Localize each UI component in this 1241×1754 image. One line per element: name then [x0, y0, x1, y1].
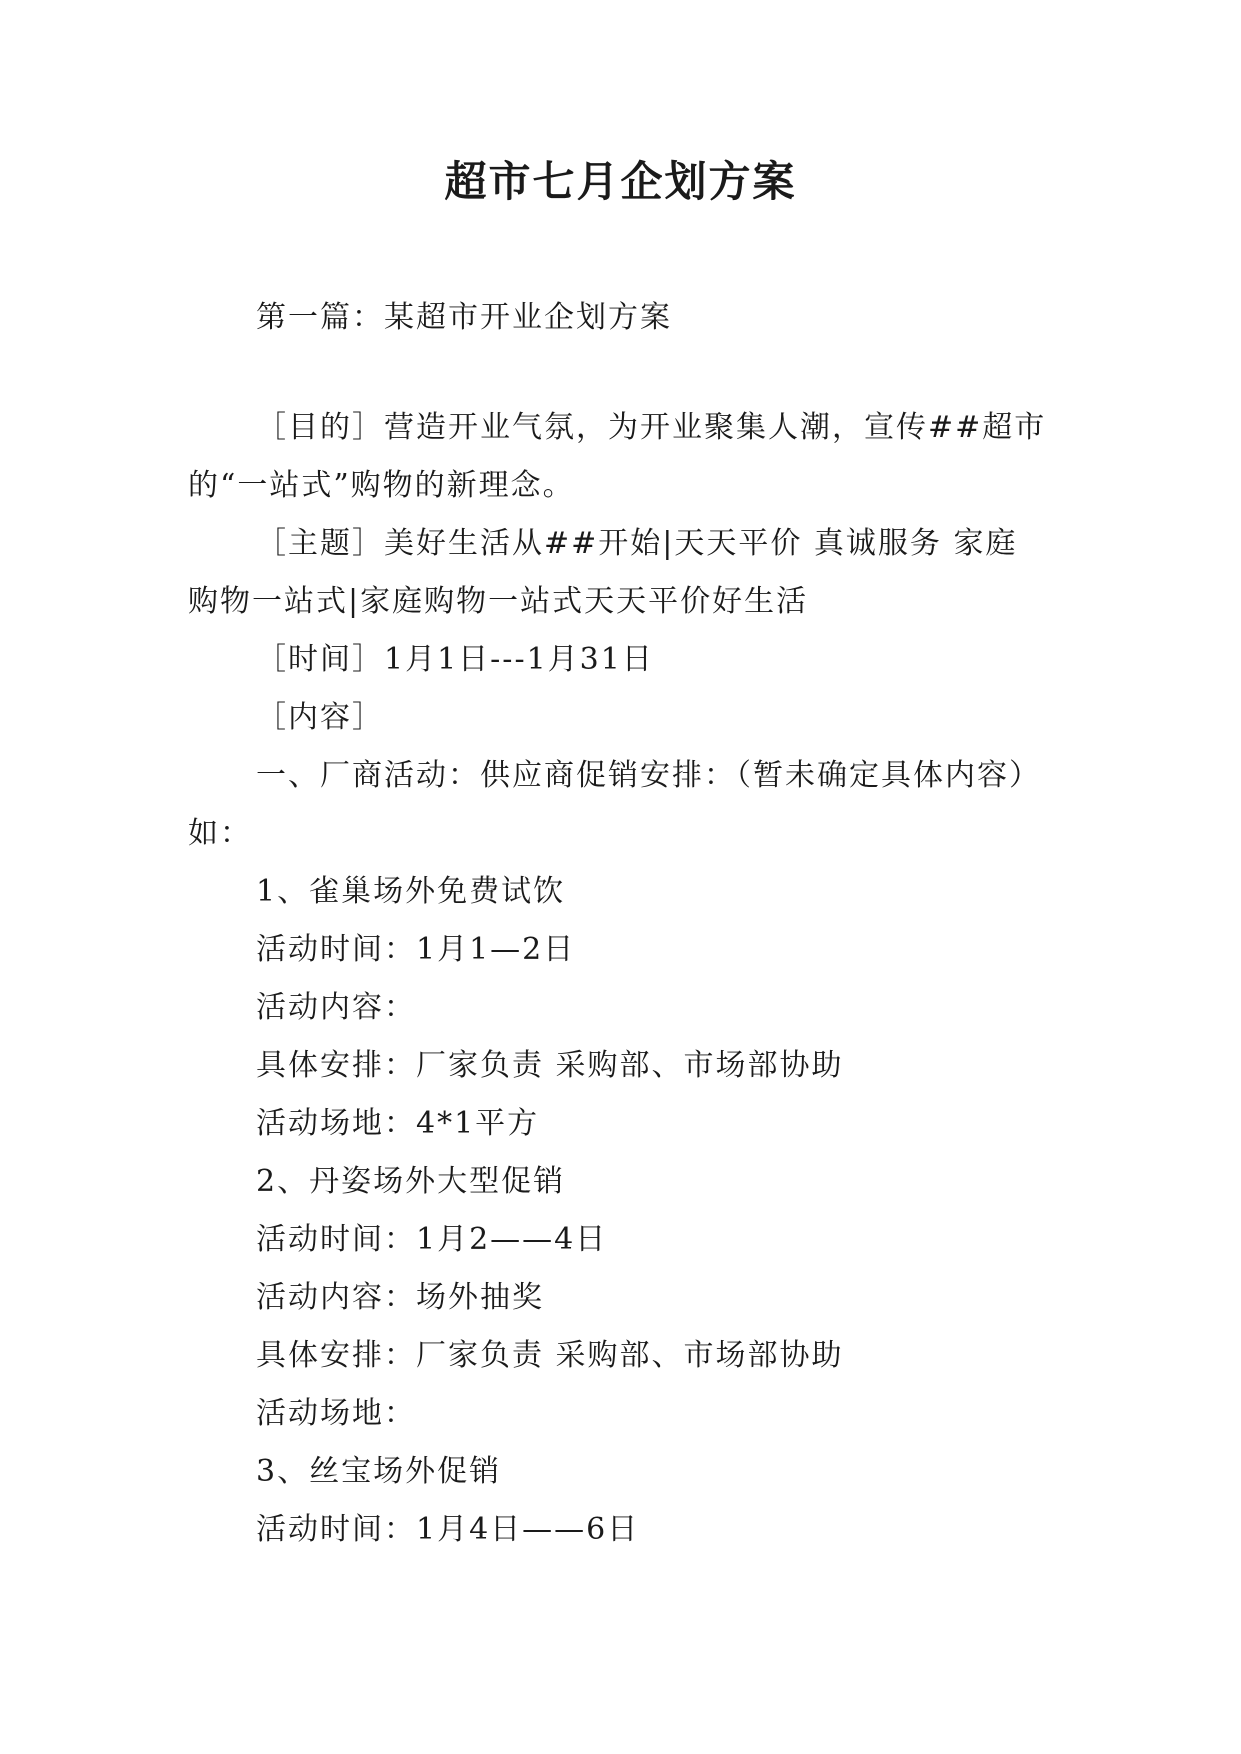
paragraph-line: 如： [188, 816, 252, 851]
list-item: 1、雀巢场外免费试饮 [256, 874, 566, 909]
paragraph-line: 购物一站式|家庭购物一站式天天平价好生活 [188, 584, 809, 619]
paragraph-line: ［主题］美好生活从##开始|天天平价 真诚服务 家庭 [256, 526, 1018, 561]
paragraph-line: ［内容］ [256, 700, 384, 735]
paragraph-line: 活动内容：场外抽奖 [256, 1280, 544, 1315]
paragraph-line: 活动场地：4*1平方 [256, 1106, 540, 1141]
section-heading: 第一篇：某超市开业企划方案 [256, 300, 672, 335]
paragraph-line: ［时间］1月1日---1月31日 [256, 642, 654, 677]
paragraph-line: ［目的］营造开业气氛，为开业聚集人潮，宣传##超市 [256, 410, 1047, 445]
paragraph-line: 具体安排：厂家负责 采购部、市场部协助 [256, 1338, 844, 1373]
paragraph-line: 活动内容： [256, 990, 416, 1025]
list-item: 2、丹姿场外大型促销 [256, 1164, 566, 1199]
paragraph-line: 的“一站式”购物的新理念。 [188, 468, 575, 503]
list-item: 3、丝宝场外促销 [256, 1454, 502, 1489]
paragraph-line: 活动时间：1月1—2日 [256, 932, 576, 967]
document-title: 超市七月企划方案 [444, 157, 797, 206]
paragraph-line: 活动场地： [256, 1396, 416, 1431]
paragraph-line: 具体安排：厂家负责 采购部、市场部协助 [256, 1048, 844, 1083]
paragraph-line: 活动时间：1月4日——6日 [256, 1512, 640, 1547]
paragraph-line: 一、厂商活动：供应商促销安排：（暂未确定具体内容） [256, 758, 1041, 793]
paragraph-line: 活动时间：1月2——4日 [256, 1222, 608, 1257]
